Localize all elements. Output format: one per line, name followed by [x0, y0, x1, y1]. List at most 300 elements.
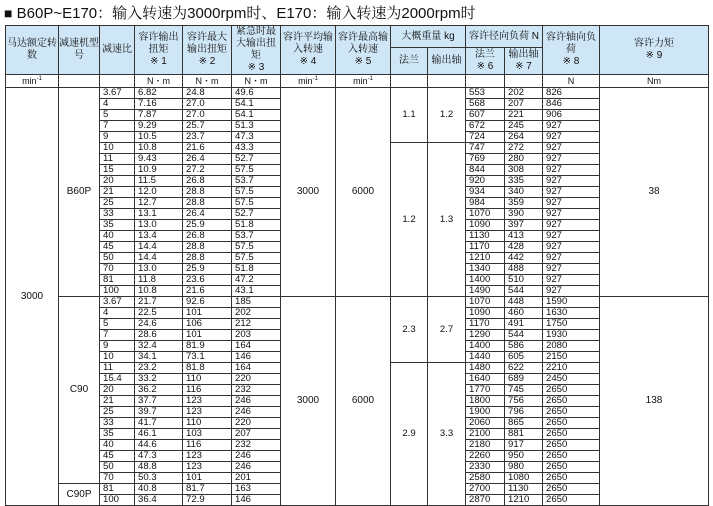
unit-max-input-speed-text: min: [353, 76, 368, 86]
cell-max-input-speed: 6000: [336, 297, 391, 506]
cell-rated-torque: 36.2: [135, 385, 183, 396]
cell-radial-flange: 2330: [466, 462, 505, 473]
cell-ratio: 50: [100, 253, 135, 264]
cell-radial-shaft: 207: [505, 99, 543, 110]
cell-radial-shaft: 308: [505, 165, 543, 176]
header-moment-note: ※ 9: [645, 50, 663, 61]
cell-axial-load: 2650: [543, 396, 600, 407]
cell-max-torque: 110: [183, 418, 232, 429]
unit-axial-load: N: [543, 75, 600, 88]
cell-axial-load: 927: [543, 209, 600, 220]
cell-radial-shaft: 428: [505, 242, 543, 253]
cell-weight-flange: 1.1: [391, 88, 428, 143]
header-radial-shaft-label: 输出轴: [508, 49, 539, 60]
cell-ratio: 20: [100, 385, 135, 396]
cell-ratio: 7: [100, 330, 135, 341]
cell-rated-torque: 48.8: [135, 462, 183, 473]
cell-ratio: 5: [100, 319, 135, 330]
cell-max-torque: 21.6: [183, 143, 232, 154]
cell-emergency-torque: 52.7: [232, 209, 281, 220]
cell-avg-input-speed: 3000: [281, 88, 336, 297]
cell-rated-torque: 44.6: [135, 440, 183, 451]
cell-radial-shaft: 605: [505, 352, 543, 363]
cell-emergency-torque: 57.5: [232, 198, 281, 209]
header-weight-shaft: 输出轴: [428, 48, 466, 75]
cell-rated-torque: 10.8: [135, 143, 183, 154]
cell-axial-load: 2650: [543, 440, 600, 451]
cell-ratio: 81: [100, 484, 135, 495]
cell-ratio: 45: [100, 451, 135, 462]
cell-emergency-torque: 232: [232, 440, 281, 451]
header-weight-flange: 法兰: [391, 48, 428, 75]
cell-ratio: 35: [100, 220, 135, 231]
cell-ratio: 25: [100, 407, 135, 418]
cell-radial-flange: 2580: [466, 473, 505, 484]
cell-radial-flange: 1900: [466, 407, 505, 418]
cell-max-torque: 116: [183, 385, 232, 396]
cell-radial-shaft: 544: [505, 330, 543, 341]
cell-rated-torque: 40.8: [135, 484, 183, 495]
cell-ratio: 15: [100, 165, 135, 176]
cell-ratio: 4: [100, 99, 135, 110]
cell-rated-torque: 11.8: [135, 275, 183, 286]
cell-radial-shaft: 413: [505, 231, 543, 242]
header-weight: 大概重量 kg: [391, 26, 466, 48]
cell-radial-shaft: 245: [505, 121, 543, 132]
cell-ratio: 4: [100, 308, 135, 319]
cell-emergency-torque: 57.5: [232, 187, 281, 198]
cell-radial-shaft: 689: [505, 374, 543, 385]
header-rated-torque-note: ※ 1: [150, 56, 167, 67]
cell-emergency-torque: 246: [232, 407, 281, 418]
header-max-input-speed-note: ※ 5: [354, 56, 372, 67]
cell-max-torque: 81.9: [183, 341, 232, 352]
cell-radial-flange: 1130: [466, 231, 505, 242]
cell-radial-shaft: 865: [505, 418, 543, 429]
unit-weight-shaft: [428, 75, 466, 88]
cell-emergency-torque: 51.8: [232, 220, 281, 231]
spec-table: [5, 25, 709, 506]
cell-max-torque: 116: [183, 440, 232, 451]
cell-axial-load: 2450: [543, 374, 600, 385]
cell-rated-torque: 7.16: [135, 99, 183, 110]
cell-ratio: 5: [100, 110, 135, 121]
cell-radial-flange: 934: [466, 187, 505, 198]
cell-radial-shaft: 1080: [505, 473, 543, 484]
cell-ratio: 10: [100, 352, 135, 363]
cell-radial-flange: 1090: [466, 220, 505, 231]
cell-radial-flange: 2870: [466, 495, 505, 506]
cell-radial-shaft: 448: [505, 297, 543, 308]
cell-max-torque: 26.8: [183, 231, 232, 242]
cell-avg-input-speed: 3000: [281, 297, 336, 506]
cell-ratio: 25: [100, 198, 135, 209]
cell-radial-flange: 920: [466, 176, 505, 187]
cell-max-input-speed: 6000: [336, 88, 391, 297]
cell-radial-flange: 769: [466, 154, 505, 165]
cell-rated-torque: 34.1: [135, 352, 183, 363]
cell-radial-flange: 553: [466, 88, 505, 99]
cell-model: C90P: [59, 484, 100, 506]
cell-rated-torque: 13.0: [135, 264, 183, 275]
cell-radial-shaft: 340: [505, 187, 543, 198]
cell-axial-load: 2650: [543, 462, 600, 473]
cell-max-torque: 28.8: [183, 187, 232, 198]
cell-rated-torque: 9.29: [135, 121, 183, 132]
cell-radial-shaft: 280: [505, 154, 543, 165]
cell-max-torque: 123: [183, 396, 232, 407]
cell-rated-torque: 50.3: [135, 473, 183, 484]
cell-max-torque: 23.7: [183, 132, 232, 143]
cell-radial-flange: 607: [466, 110, 505, 121]
cell-emergency-torque: 203: [232, 330, 281, 341]
cell-emergency-torque: 146: [232, 495, 281, 506]
cell-weight-shaft: 1.3: [428, 143, 466, 297]
cell-axial-load: 927: [543, 264, 600, 275]
cell-radial-flange: 1640: [466, 374, 505, 385]
header-axial-load: [543, 26, 600, 75]
unit-avg-input-speed-text: min: [298, 76, 313, 86]
unit-motor-speed: [6, 75, 59, 88]
cell-ratio: 81: [100, 275, 135, 286]
cell-max-torque: 26.8: [183, 176, 232, 187]
cell-ratio: 15.4: [100, 374, 135, 385]
cell-rated-torque: 39.7: [135, 407, 183, 418]
cell-max-torque: 25.9: [183, 220, 232, 231]
cell-ratio: 100: [100, 495, 135, 506]
cell-rated-torque: 41.7: [135, 418, 183, 429]
header-max-input-speed-label: 容许最高输入转速: [338, 32, 388, 55]
header-emergency-torque-note: ※ 3: [247, 62, 265, 73]
cell-axial-load: 927: [543, 253, 600, 264]
cell-axial-load: 2650: [543, 495, 600, 506]
cell-radial-flange: 1800: [466, 396, 505, 407]
cell-moment: 138: [600, 297, 709, 506]
unit-radial-flange: [466, 75, 505, 88]
cell-rated-torque: 21.7: [135, 297, 183, 308]
cell-radial-shaft: 491: [505, 319, 543, 330]
header-moment-label: 容许力矩: [634, 38, 674, 49]
header-row-1: [6, 26, 709, 48]
cell-axial-load: 927: [543, 121, 600, 132]
unit-max-input-speed: [336, 75, 391, 88]
header-axial-load-note: ※ 8: [562, 56, 580, 67]
cell-radial-shaft: 1130: [505, 484, 543, 495]
cell-emergency-torque: 51.3: [232, 121, 281, 132]
cell-radial-flange: 2700: [466, 484, 505, 495]
header-radial-flange-note: ※ 6: [476, 61, 494, 72]
cell-rated-torque: 37.7: [135, 396, 183, 407]
cell-axial-load: 2150: [543, 352, 600, 363]
header-radial-shaft-note: ※ 7: [515, 61, 532, 72]
cell-rated-torque: 23.2: [135, 363, 183, 374]
cell-max-torque: 21.6: [183, 286, 232, 297]
header-emergency-torque: [232, 26, 281, 75]
cell-rated-torque: 32.4: [135, 341, 183, 352]
cell-ratio: 35: [100, 429, 135, 440]
cell-rated-torque: 22.5: [135, 308, 183, 319]
cell-ratio: 45: [100, 242, 135, 253]
cell-axial-load: 2650: [543, 407, 600, 418]
cell-max-torque: 73.1: [183, 352, 232, 363]
cell-weight-shaft: 2.7: [428, 297, 466, 363]
cell-emergency-torque: 164: [232, 363, 281, 374]
cell-max-torque: 106: [183, 319, 232, 330]
cell-ratio: 11: [100, 154, 135, 165]
header-radial-flange-label: 法兰: [475, 49, 495, 60]
cell-axial-load: 927: [543, 198, 600, 209]
cell-emergency-torque: 51.8: [232, 264, 281, 275]
cell-axial-load: 2080: [543, 341, 600, 352]
cell-axial-load: 1590: [543, 297, 600, 308]
cell-ratio: 70: [100, 264, 135, 275]
cell-ratio: 100: [100, 286, 135, 297]
cell-radial-shaft: 488: [505, 264, 543, 275]
cell-ratio: 33: [100, 418, 135, 429]
cell-model: B60P: [59, 88, 100, 297]
cell-radial-flange: 2260: [466, 451, 505, 462]
unit-weight-flange: [391, 75, 428, 88]
cell-max-torque: 24.8: [183, 88, 232, 99]
cell-rated-torque: 10.9: [135, 165, 183, 176]
title-marker: ■: [4, 5, 13, 21]
cell-axial-load: 2210: [543, 363, 600, 374]
cell-radial-shaft: 586: [505, 341, 543, 352]
cell-radial-shaft: 1210: [505, 495, 543, 506]
cell-emergency-torque: 54.1: [232, 110, 281, 121]
cell-axial-load: 927: [543, 143, 600, 154]
cell-max-torque: 27.2: [183, 165, 232, 176]
unit-max-input-speed-sup: -1: [367, 76, 373, 82]
cell-ratio: 21: [100, 396, 135, 407]
cell-max-torque: 27.0: [183, 99, 232, 110]
cell-radial-shaft: 442: [505, 253, 543, 264]
cell-max-torque: 26.4: [183, 209, 232, 220]
cell-emergency-torque: 207: [232, 429, 281, 440]
cell-axial-load: 927: [543, 154, 600, 165]
cell-weight-flange: 2.3: [391, 297, 428, 363]
cell-max-torque: 27.0: [183, 110, 232, 121]
cell-axial-load: 927: [543, 275, 600, 286]
cell-axial-load: 1630: [543, 308, 600, 319]
header-avg-input-speed-note: ※ 4: [299, 56, 317, 67]
cell-moment: 38: [600, 88, 709, 297]
cell-axial-load: 1930: [543, 330, 600, 341]
cell-axial-load: 826: [543, 88, 600, 99]
header-max-torque: [183, 26, 232, 75]
unit-radial-shaft: [505, 75, 543, 88]
cell-emergency-torque: 57.5: [232, 165, 281, 176]
spec-table-body: [6, 88, 709, 506]
cell-emergency-torque: 54.1: [232, 99, 281, 110]
cell-radial-shaft: 745: [505, 385, 543, 396]
cell-max-torque: 23.6: [183, 275, 232, 286]
header-avg-input-speed-label: 容许平均输入转速: [283, 32, 333, 55]
header-radial-shaft: [505, 48, 543, 75]
cell-radial-shaft: 622: [505, 363, 543, 374]
cell-rated-torque: 10.5: [135, 132, 183, 143]
header-axial-load-label: 容许轴向负荷: [546, 32, 596, 55]
title-text: B60P~E170：输入转速为3000rpm时、E170：输入转速为2000rpm时: [16, 5, 476, 22]
cell-emergency-torque: 43.1: [232, 286, 281, 297]
cell-radial-shaft: 756: [505, 396, 543, 407]
cell-max-torque: 28.8: [183, 242, 232, 253]
cell-rated-torque: 36.4: [135, 495, 183, 506]
cell-radial-flange: 1070: [466, 297, 505, 308]
cell-max-torque: 123: [183, 407, 232, 418]
cell-radial-flange: 724: [466, 132, 505, 143]
cell-emergency-torque: 246: [232, 462, 281, 473]
cell-rated-torque: 12.0: [135, 187, 183, 198]
cell-emergency-torque: 49.6: [232, 88, 281, 99]
cell-motor-speed: 3000: [6, 88, 59, 506]
cell-axial-load: 906: [543, 110, 600, 121]
cell-emergency-torque: 43.3: [232, 143, 281, 154]
cell-emergency-torque: 220: [232, 374, 281, 385]
cell-radial-flange: 1770: [466, 385, 505, 396]
cell-ratio: 21: [100, 187, 135, 198]
cell-radial-flange: 1090: [466, 308, 505, 319]
cell-axial-load: 2650: [543, 418, 600, 429]
cell-radial-flange: 2060: [466, 418, 505, 429]
cell-radial-flange: 1070: [466, 209, 505, 220]
header-max-torque-label: 容许最大输出扭矩: [187, 32, 227, 55]
cell-ratio: 11: [100, 363, 135, 374]
cell-radial-shaft: 980: [505, 462, 543, 473]
cell-weight-flange: 1.2: [391, 143, 428, 297]
unit-avg-input-speed-sup: -1: [312, 76, 318, 82]
cell-max-torque: 103: [183, 429, 232, 440]
cell-axial-load: 2650: [543, 385, 600, 396]
cell-ratio: 3.67: [100, 297, 135, 308]
cell-axial-load: 927: [543, 187, 600, 198]
cell-max-torque: 101: [183, 330, 232, 341]
cell-emergency-torque: 201: [232, 473, 281, 484]
cell-emergency-torque: 220: [232, 418, 281, 429]
cell-emergency-torque: 164: [232, 341, 281, 352]
cell-weight-shaft: 3.3: [428, 363, 466, 506]
cell-axial-load: 927: [543, 220, 600, 231]
cell-emergency-torque: 47.2: [232, 275, 281, 286]
cell-radial-shaft: 510: [505, 275, 543, 286]
header-emergency-torque-label: 紧急时最大输出扭矩: [236, 26, 276, 61]
cell-emergency-torque: 212: [232, 319, 281, 330]
cell-max-torque: 28.8: [183, 253, 232, 264]
cell-rated-torque: 12.7: [135, 198, 183, 209]
cell-rated-torque: 13.0: [135, 220, 183, 231]
cell-emergency-torque: 232: [232, 385, 281, 396]
cell-radial-flange: 568: [466, 99, 505, 110]
cell-radial-shaft: 881: [505, 429, 543, 440]
cell-axial-load: 927: [543, 286, 600, 297]
cell-radial-shaft: 272: [505, 143, 543, 154]
unit-avg-input-speed: [281, 75, 336, 88]
cell-model: C90: [59, 297, 100, 484]
cell-radial-flange: 1170: [466, 242, 505, 253]
cell-emergency-torque: 246: [232, 396, 281, 407]
cell-max-torque: 123: [183, 451, 232, 462]
cell-rated-torque: 6.82: [135, 88, 183, 99]
cell-max-torque: 81.7: [183, 484, 232, 495]
cell-radial-shaft: 335: [505, 176, 543, 187]
cell-axial-load: 927: [543, 132, 600, 143]
cell-axial-load: 846: [543, 99, 600, 110]
cell-max-torque: 101: [183, 473, 232, 484]
cell-rated-torque: 47.3: [135, 451, 183, 462]
header-motor-speed: 马达额定转数: [6, 26, 59, 75]
cell-radial-flange: 2180: [466, 440, 505, 451]
cell-radial-flange: 1210: [466, 253, 505, 264]
cell-axial-load: 927: [543, 165, 600, 176]
unit-rated-torque: N・m: [135, 75, 183, 88]
cell-radial-shaft: 460: [505, 308, 543, 319]
cell-radial-flange: 984: [466, 198, 505, 209]
cell-emergency-torque: 57.5: [232, 253, 281, 264]
cell-axial-load: 1750: [543, 319, 600, 330]
header-model: 减速机型号: [59, 26, 100, 75]
cell-emergency-torque: 47.3: [232, 132, 281, 143]
cell-axial-load: 927: [543, 231, 600, 242]
cell-axial-load: 927: [543, 242, 600, 253]
cell-radial-flange: 1290: [466, 330, 505, 341]
cell-emergency-torque: 52.7: [232, 154, 281, 165]
cell-max-torque: 110: [183, 374, 232, 385]
header-radial-load: 容许径向负荷 N: [466, 26, 543, 48]
cell-emergency-torque: 57.5: [232, 242, 281, 253]
cell-max-torque: 25.7: [183, 121, 232, 132]
cell-rated-torque: 46.1: [135, 429, 183, 440]
cell-radial-shaft: 397: [505, 220, 543, 231]
cell-ratio: 40: [100, 440, 135, 451]
cell-ratio: 20: [100, 176, 135, 187]
unit-motor-speed-sup: -1: [36, 76, 42, 82]
cell-emergency-torque: 202: [232, 308, 281, 319]
table-row: [6, 297, 709, 308]
cell-max-torque: 26.4: [183, 154, 232, 165]
cell-rated-torque: 10.8: [135, 286, 183, 297]
cell-radial-flange: 672: [466, 121, 505, 132]
cell-ratio: 9: [100, 132, 135, 143]
cell-rated-torque: 24.6: [135, 319, 183, 330]
cell-axial-load: 2650: [543, 473, 600, 484]
cell-max-torque: 101: [183, 308, 232, 319]
cell-radial-shaft: 544: [505, 286, 543, 297]
header-avg-input-speed: [281, 26, 336, 75]
cell-radial-shaft: 390: [505, 209, 543, 220]
cell-rated-torque: 14.4: [135, 242, 183, 253]
cell-axial-load: 2650: [543, 484, 600, 495]
header-rated-torque: [135, 26, 183, 75]
cell-radial-flange: 1400: [466, 275, 505, 286]
header-max-torque-note: ※ 2: [198, 56, 216, 67]
cell-radial-flange: 1480: [466, 363, 505, 374]
cell-weight-shaft: 1.2: [428, 88, 466, 143]
cell-rated-torque: 13.1: [135, 209, 183, 220]
cell-emergency-torque: 163: [232, 484, 281, 495]
cell-radial-shaft: 917: [505, 440, 543, 451]
cell-radial-shaft: 950: [505, 451, 543, 462]
cell-radial-flange: 1490: [466, 286, 505, 297]
unit-emergency-torque: N・m: [232, 75, 281, 88]
cell-max-torque: 81.8: [183, 363, 232, 374]
cell-rated-torque: 11.5: [135, 176, 183, 187]
unit-ratio: [100, 75, 135, 88]
cell-rated-torque: 7.87: [135, 110, 183, 121]
cell-ratio: 33: [100, 209, 135, 220]
cell-axial-load: 927: [543, 176, 600, 187]
cell-emergency-torque: 53.7: [232, 231, 281, 242]
cell-max-torque: 92.6: [183, 297, 232, 308]
